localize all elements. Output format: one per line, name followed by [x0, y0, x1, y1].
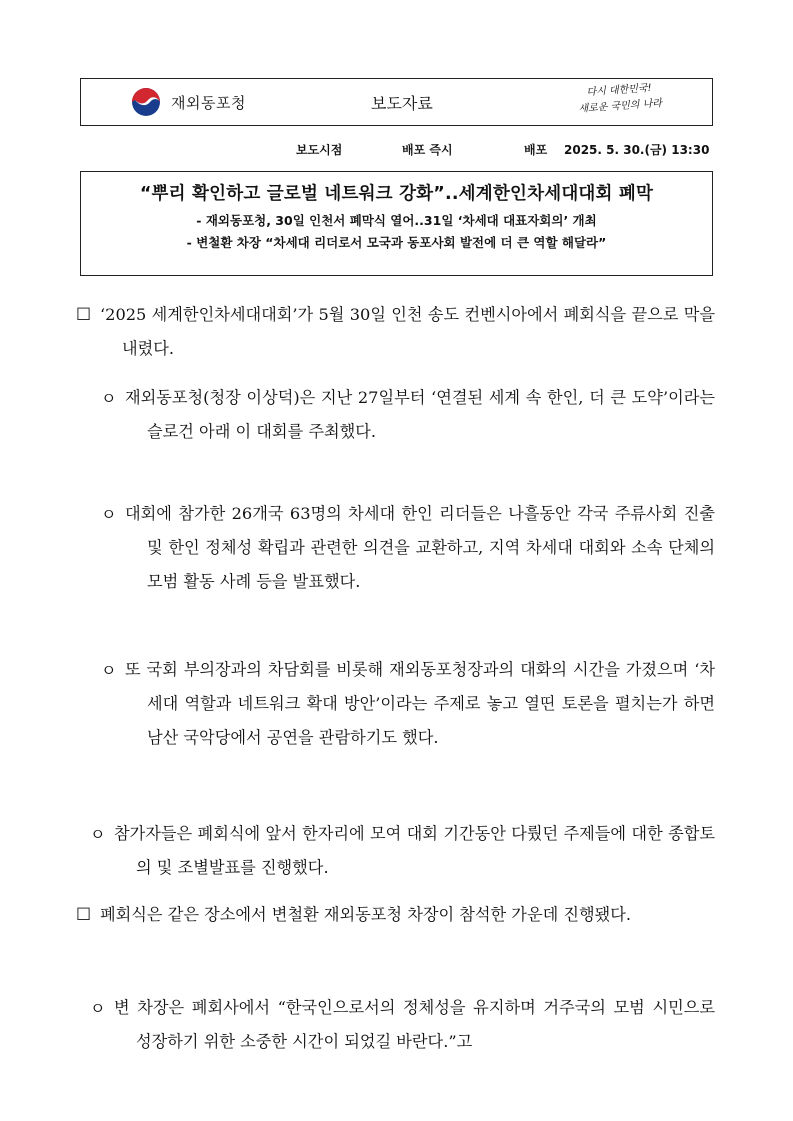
doc-type: 보도자료 [371, 94, 433, 113]
paragraph-1 [100, 298, 715, 366]
headline-subtitle-1: - 재외동포청, 30일 인천서 폐막식 열어..31일 ‘차세대 대표자회의’ 개최 [196, 213, 597, 228]
paragraph-6 [100, 898, 715, 932]
header-box [80, 78, 713, 126]
circle-bullet: ㅇ [90, 825, 106, 844]
release-label: 보도시점 [296, 143, 343, 157]
paragraph-5 [114, 817, 715, 885]
slogan-line-2: 새로운 국민의 나라 [578, 98, 663, 115]
org-name: 재외동포청 [171, 94, 246, 112]
paragraph-2 [125, 381, 715, 449]
paragraph-4-text: 또 국회 부의장과의 차담회를 비롯해 재외동포청장과의 대화의 시간을 가졌으며 ‘차세대 역할과 네트워크 확대 방안’이라는 주제로 놓고 열띤 토론을 펼치는가 하면 남산 국악당에서 공연을 관람하기도 했다. [125, 660, 715, 747]
paragraph-7-text: 변 차장은 폐회사에서 “한국인으로서의 정체성을 유지하며 거주국의 모범 시민으로 성장하기 위한 소중한 시간이 되었길 바란다.”고 [114, 998, 715, 1051]
slogan-line-1: 다시 대한민국! [586, 82, 653, 99]
headline-box [80, 171, 713, 276]
paragraph-1-text: ‘2025 세계한인차세대대회’가 5월 30일 인천 송도 컨벤시아에서 폐회식을 끝으로 막을 내렸다. [100, 305, 715, 358]
release-datetime: 2025. 5. 30.(금) 13:30 [564, 143, 710, 157]
headline-title: “뿌리 확인하고 글로벌 네트워크 강화”..세계한인차세대대회 폐막 [139, 184, 654, 204]
paragraph-6-text: 폐회식은 같은 장소에서 변철환 재외동포청 차장이 참석한 가운데 진행됐다. [100, 905, 632, 924]
paragraph-7 [114, 991, 715, 1059]
paragraph-4 [125, 653, 715, 755]
paragraph-5-text: 참가자들은 폐회식에 앞서 한자리에 모여 대회 기간동안 다뤘던 주제들에 대한 종합토의 및 조별발표를 진행했다. [114, 824, 715, 877]
circle-bullet: ㅇ [101, 661, 117, 680]
release-timing: 배포 즉시 [402, 143, 453, 157]
circle-bullet: ㅇ [101, 389, 117, 408]
circle-bullet: ㅇ [90, 999, 106, 1018]
circle-bullet: ㅇ [101, 505, 117, 524]
paragraph-3-text: 대회에 참가한 26개국 63명의 차세대 한인 리더들은 나흘동안 각국 주류사회 진출 및 한인 정체성 확립과 관련한 의견을 교환하고, 지역 차세대 대회와 소속 단체의 모범 활동 사례 등을 발표했다. [125, 504, 715, 591]
paragraph-2-text: 재외동포청(청장 이상덕)은 지난 27일부터 ‘연결된 세계 속 한인, 더 큰 도약’이라는 슬로건 아래 이 대회를 주최했다. [125, 388, 715, 441]
paragraph-3 [125, 497, 715, 599]
slogan [564, 79, 677, 127]
box-bullet: □ [76, 303, 92, 322]
headline-subtitle-2: - 변철환 차장 “차세대 리더로서 모국과 동포사회 발전에 더 큰 역할 해달라” [186, 235, 607, 250]
government-emblem-icon [131, 87, 161, 117]
box-bullet: □ [76, 903, 92, 922]
distribution-label: 배포 [524, 143, 548, 157]
